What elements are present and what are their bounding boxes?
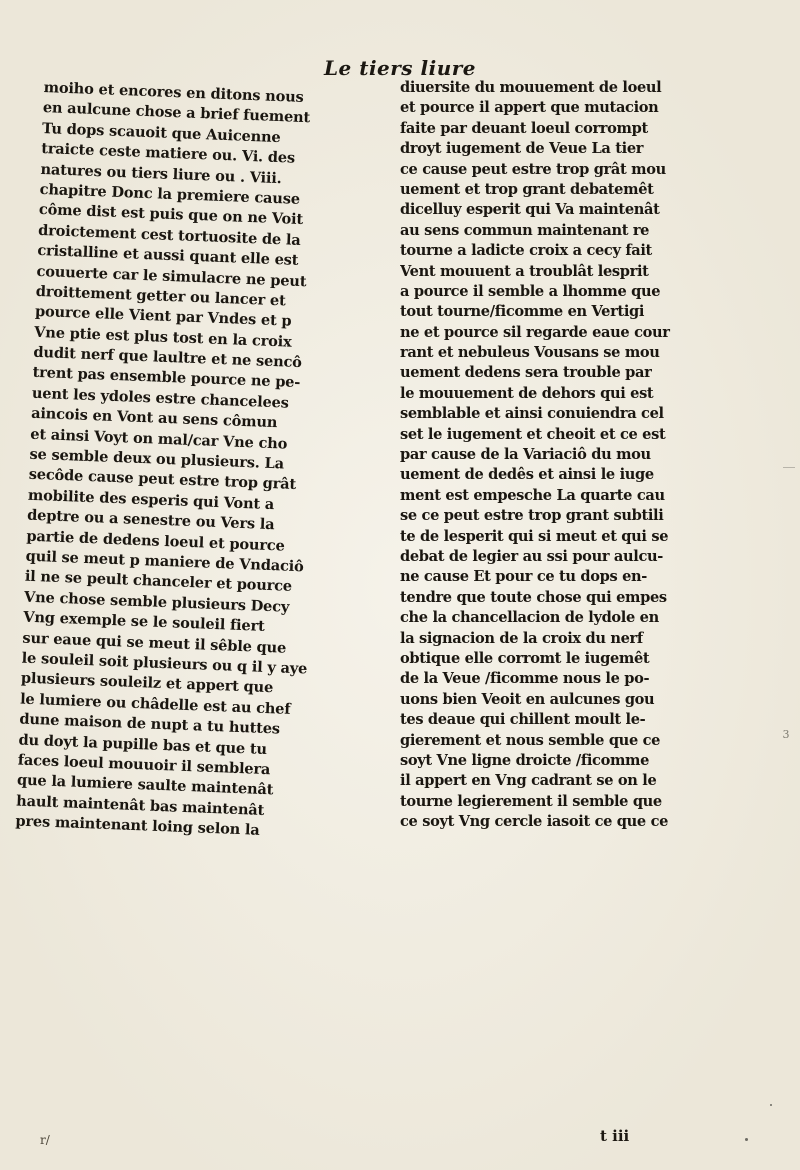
paper-speck [745,1138,748,1141]
right-column-line: obtique elle corromt le iugemêt [400,649,650,667]
left-column [15,78,344,843]
left-column-line: partie de dedens loeul et pource [26,527,285,555]
right-column-line: ment est empesche La quarte cau [400,486,665,504]
left-column-line: droittement getter ou lancer et [35,282,286,310]
left-column-line: en aulcune chose a brief fuement [42,99,311,127]
left-column-line: le lumiere ou châdelle est au chef [19,690,291,718]
right-column-line: uement et trop grant debatemêt [400,180,654,198]
right-column-line: par cause de la Variaciô du mou [400,446,651,464]
left-column-line: aincois en Vont au sens cômun [30,405,278,432]
right-column-line: che la chancellacion de lydole en [400,609,659,627]
left-column-line: pource elle Vient par Vndes et p [34,303,292,330]
left-column-line: droictement cest tortuosite de la [37,221,301,249]
left-column-line: que la lumiere saulte maintenât [16,771,274,799]
left-column-line: il ne se peult chanceler et pource [24,568,293,596]
left-column-line: plusieurs souleilz et appert que [20,669,274,697]
signature-mark: t iii [600,1127,630,1145]
left-column-line: moiho et encores en ditons nous [43,78,304,106]
right-column-line: uement dedens sera trouble par [400,364,652,382]
left-column-line: hault maintenât bas maintenât [15,792,265,819]
stray-ink-mark: r/ [40,1133,50,1147]
right-column-line: uement de dedês et ainsi le iuge [400,466,654,484]
left-column-line: natures ou tiers liure ou . Viii. [40,160,282,187]
left-column-line: cristalline et aussi quant elle est [37,242,299,270]
right-column-line: set le iugement et cheoit et ce est [400,425,666,443]
right-column-line: se ce peut estre trop grant subtili [400,507,664,525]
right-column-line: semblable et ainsi conuiendra cel [400,405,664,423]
right-column-line: ce cause peut estre trop grât mou [400,160,666,178]
right-column-line: et pource il appert que mutacion [400,99,659,117]
right-column-line: rant et nebuleus Vousans se mou [400,344,660,362]
right-column-line: debat de legier au ssi pour aulcu- [400,547,663,565]
left-column-line: du doyt la pupille bas et que tu [18,731,268,758]
left-column-line: chapitre Donc la premiere cause [39,180,301,208]
right-column-line: uons bien Veoit en aulcunes gou [400,690,655,708]
right-column-line: te de lesperit qui si meut et qui se [400,527,669,545]
right-column-line: gierement et nous semble que ce [400,731,661,749]
right-column-line: tourne legierement il semble que [400,792,662,810]
left-column-line: dudit nerf que laultre et ne sencô [33,343,303,372]
left-column-line: Vne ptie est plus tost en la croix [33,323,292,351]
right-column-line: ne cause Et pour ce tu dops en- [400,568,647,586]
left-column-line: uent les ydoles estre chancelees [31,384,289,412]
left-column-line: Vng exemple se le souleil fiert [22,608,265,636]
running-head: Le tiers liure [323,56,477,80]
left-column-line: le souleil soit plusieurs ou q il y aye [21,649,308,678]
left-column-line: quil se meut p maniere de Vndaciô [25,547,304,576]
right-column-line: tes deaue qui chillent moult le- [400,711,646,729]
margin-note: 3 [782,728,790,741]
left-column-line: se semble deux ou plusieurs. La [29,445,285,473]
left-column-line: trent pas ensemble pource ne pe- [32,364,301,392]
right-column-line: ce soyt Vng cercle iasoit ce que ce [400,813,669,831]
left-column-line: dune maison de nupt a tu huttes [19,710,281,738]
right-column-line: dicelluy esperit qui Va maintenât [400,201,660,219]
left-column-line: sur eaue qui se meut il sêble que [22,629,287,657]
right-column-line: soyt Vne ligne droicte /ficomme [400,751,650,769]
right-column-line: tout tourne/ficomme en Vertigi [400,303,645,321]
left-column-line: traicte ceste matiere ou. Vi. des [40,140,296,167]
right-column-line: de la Veue /ficomme nous le po- [400,670,650,688]
left-column-line: secôde cause peut estre trop grât [28,466,297,494]
left-column-line: Vne chose semble plusieurs Decy [23,588,290,616]
left-column-line: couuerte car le simulacre ne peut [36,262,307,290]
right-column-line: le mouuement de dehors qui est [400,384,654,402]
right-column-line: Vent mouuent a troublât lesprit [400,262,649,280]
left-column-line: côme dist est puis que on ne Voit [38,201,304,229]
left-column-line: pres maintenant loing selon la [15,812,260,839]
right-column-line: faite par deuant loeul corrompt [400,119,648,137]
left-column-line: faces loeul mouuoir il semblera [17,751,271,779]
right-column-line: il appert en Vng cadrant se on le [400,772,657,790]
left-column-line: et ainsi Voyt on mal/car Vne cho [30,425,288,453]
right-column [400,78,720,832]
left-column-line: deptre ou a senestre ou Vers la [26,506,275,534]
right-column-line: au sens commun maintenant re [400,221,650,239]
right-column-line: a pource il semble a lhomme que [400,282,661,300]
right-column-line: droyt iugement de Veue La tier [400,140,644,158]
paper-speck [770,1104,772,1106]
left-column-line: Tu dops scauoit que Auicenne [41,119,281,146]
right-column-line: diuersite du mouuement de loeul [400,79,662,96]
right-column-line: ne et pource sil regarde eaue cour [400,323,670,341]
left-column-line: mobilite des esperis qui Vont a [27,486,275,513]
right-column-line: tendre que toute chose qui empes [400,588,667,606]
margin-rule-mark [783,467,795,468]
right-column-line: la signacion de la croix du nerf [400,629,643,647]
right-column-line: tourne a ladicte croix a cecy fait [400,242,652,260]
